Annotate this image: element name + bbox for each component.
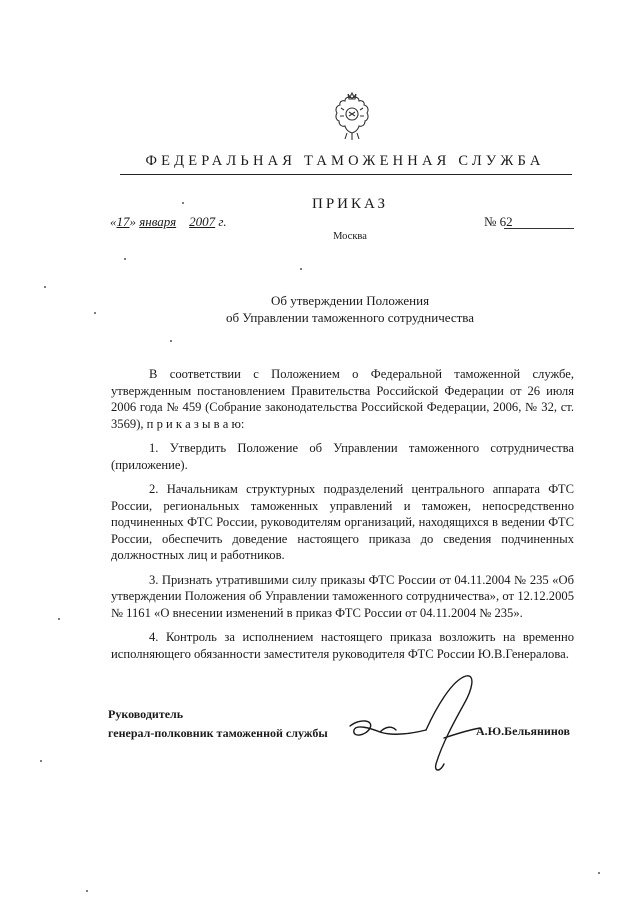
document-type: ПРИКАЗ <box>312 196 388 212</box>
order-number-underline <box>504 228 574 229</box>
order-subject <box>170 292 530 326</box>
agency-title: ФЕДЕРАЛЬНАЯ ТАМОЖЕННАЯ СЛУЖБА <box>145 153 545 169</box>
date-open-quote: « <box>110 214 117 229</box>
handwritten-signature <box>340 668 500 778</box>
scan-speck <box>86 890 88 892</box>
header-divider <box>120 174 572 175</box>
signatory-title-2: генерал-полковник таможенной службы <box>108 726 328 740</box>
scan-speck <box>300 268 302 270</box>
scan-speck <box>58 618 60 620</box>
body-item-3: 3. Признать утратившими силу приказы ФТС России от 04.11.2004 № 235 «Об утверждении Положения об Управлении таможенного сотрудничества», от 12.12.2005 № 1161 «О внесении изменений в приказ ФТС России от 04.11.2004 № 235». <box>111 572 574 620</box>
emblem-icon <box>330 92 374 142</box>
date-month: января <box>139 214 177 229</box>
scan-speck <box>182 202 184 204</box>
order-body <box>111 366 574 670</box>
body-item-2: 2. Начальникам структурных подразделений центрального аппарата ФТС России, региональных таможенных управлений и таможен, непосредственно подчиненных ФТС России, руководителям организаций, находящихся в ведении ФТС России, обеспечить доведение настоящего приказа до сведения подчиненных должностных лиц и работников. <box>111 482 574 562</box>
scan-speck <box>40 760 42 762</box>
scan-speck <box>124 258 126 260</box>
order-number: № 62 <box>484 214 513 229</box>
date-year-suffix: г. <box>215 214 227 229</box>
city: Москва <box>333 231 367 242</box>
subject-line-2: об Управлении таможенного сотрудничества <box>225 310 475 325</box>
order-date <box>110 214 227 230</box>
body-intro: В соответствии с Положением о Федеральной таможенной службе, утвержденным постановлением Правительства Российской Федерации от 26 июля 2006 года № 459 (Собрание законодательства Российской Федерации, 2006, № 32, ст. 3569), п р и к а з ы в а ю: <box>111 367 574 431</box>
signatory-title-1: Руководитель <box>108 707 184 721</box>
date-close-quote: » <box>129 214 140 229</box>
signatory-name: А.Ю.Бельянинов <box>476 724 570 738</box>
signatory-position <box>108 705 328 743</box>
date-year: 2007 <box>189 214 216 229</box>
body-item-4: 4. Контроль за исполнением настоящего приказа возложить на временно исполняющего обязанности заместителя руководителя ФТС России Ю.В.Генералова. <box>111 630 574 661</box>
scan-speck <box>44 286 46 288</box>
scan-speck <box>170 340 172 342</box>
scan-speck <box>94 312 96 314</box>
scan-speck <box>598 872 600 874</box>
subject-line-1: Об утверждении Положения <box>270 293 430 308</box>
date-day: 17 <box>116 214 130 229</box>
body-item-1: 1. Утвердить Положение об Управлении таможенного сотрудничества (приложение). <box>111 441 574 472</box>
